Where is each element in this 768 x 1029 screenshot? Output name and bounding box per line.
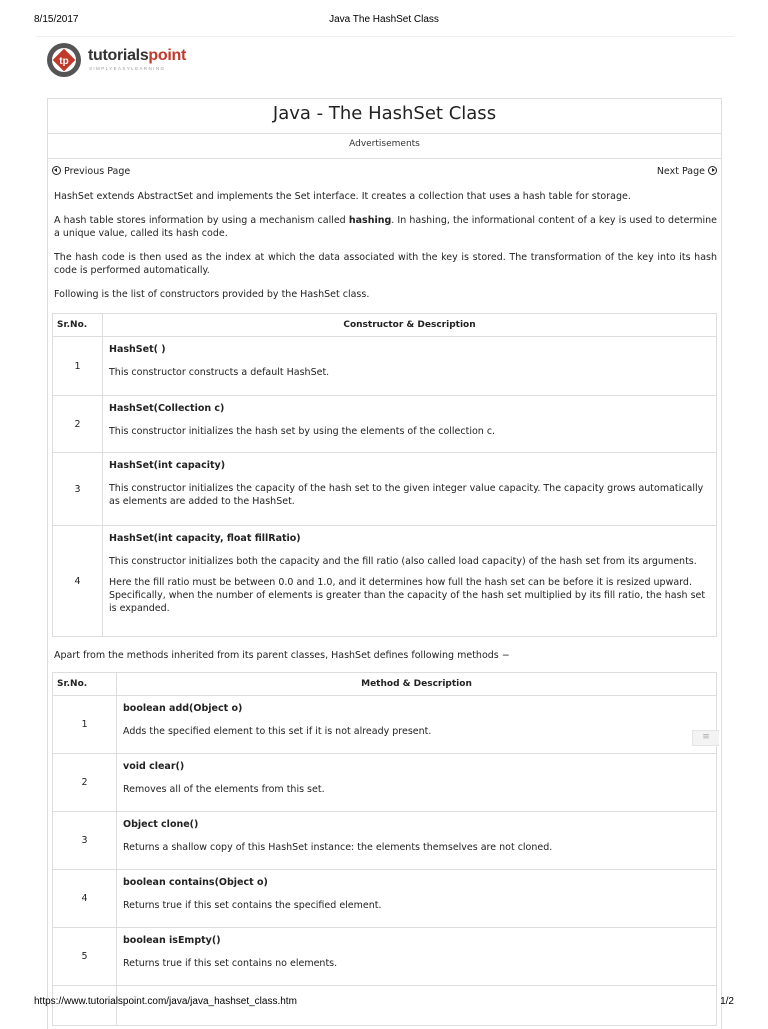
methods-col-sr: Sr.No. xyxy=(53,673,117,696)
intro-paragraph: HashSet extends AbstractSet and implements the Set interface. It creates a collection that uses a hash table for storage. xyxy=(54,191,631,202)
method-desc: Returns true if this set contains no elements. xyxy=(123,958,338,969)
row-number: 3 xyxy=(53,812,117,870)
row-number: 4 xyxy=(53,870,117,928)
method-name: boolean isEmpty() xyxy=(123,935,221,946)
constructor-desc: This constructor initializes both the capacity and the fill ratio (also called load capacity) of the hash set from its arguments. xyxy=(109,556,697,567)
print-title: Java The HashSet Class xyxy=(329,14,439,25)
table-row xyxy=(53,453,717,526)
hashing-text-c: . In hashing, the informational content of a key is used to determine a unique value, called its hash code. xyxy=(54,215,717,239)
page-title: Java - The HashSet Class xyxy=(48,99,721,134)
methods-table xyxy=(52,672,717,1026)
constructor-desc: This constructor constructs a default HashSet. xyxy=(109,367,330,378)
svg-text:tp: tp xyxy=(59,56,69,67)
method-desc: Removes all of the elements from this set. xyxy=(123,784,325,795)
next-page-link[interactable] xyxy=(657,165,717,177)
logo-tagline: SIMPLYEASYLEARNING xyxy=(89,66,166,71)
table-row xyxy=(53,337,717,396)
hashing-term: hashing xyxy=(348,215,392,226)
method-name: Object clone() xyxy=(123,819,199,830)
page-number: 1/2 xyxy=(720,996,734,1007)
table-row xyxy=(53,870,717,928)
row-description xyxy=(117,870,717,928)
method-desc: Returns true if this set contains the specified element. xyxy=(123,900,382,911)
logo-wordmark xyxy=(88,47,186,65)
arrow-left-circle-icon xyxy=(52,166,61,175)
constructors-table xyxy=(52,313,717,637)
constructor-desc: This constructor initializes the capacity of the hash set to the given integer value capacity. The capacity grows automatically as elements are added to the HashSet. xyxy=(109,483,704,507)
method-name: boolean add(Object o) xyxy=(123,703,243,714)
method-name: void clear() xyxy=(123,761,185,772)
method-desc: Returns a shallow copy of this HashSet instance: the elements themselves are not cloned. xyxy=(123,842,553,853)
constructor-desc: Here the fill ratio must be between 0.0 and 1.0, and it determines how full the hash set can be before it is resized upward. Specifically, when the number of elements is greater than the capacity of the hash set multiplied by its fill ratio, the hash set is expanded. xyxy=(109,577,706,614)
constructor-name: HashSet(Collection c) xyxy=(109,403,225,414)
print-footer xyxy=(34,996,734,1010)
next-page-label: Next Page xyxy=(656,166,705,177)
logo-prefix: tutorials xyxy=(88,47,149,64)
ads-label: Advertisements xyxy=(48,134,721,159)
previous-page-link[interactable] xyxy=(52,165,130,177)
constructors-intro: Following is the list of constructors provided by the HashSet class. xyxy=(54,289,370,300)
method-name: boolean contains(Object o) xyxy=(123,877,268,888)
constructor-name: HashSet( ) xyxy=(109,344,166,355)
row-number: 3 xyxy=(53,453,103,526)
list-menu-icon[interactable]: ≡ xyxy=(692,730,719,746)
site-header xyxy=(36,36,734,83)
pager-top xyxy=(48,159,721,183)
article-container xyxy=(47,98,722,1029)
row-description xyxy=(103,337,717,396)
table-row xyxy=(53,754,717,812)
previous-page-label: Previous Page xyxy=(64,166,131,177)
print-header xyxy=(34,14,734,28)
row-number: 4 xyxy=(53,526,103,637)
row-description xyxy=(117,696,717,754)
row-description xyxy=(103,526,717,637)
logo-suffix: point xyxy=(148,47,187,64)
arrow-right-circle-icon xyxy=(708,166,717,175)
constructor-name: HashSet(int capacity) xyxy=(109,460,226,471)
row-description xyxy=(117,754,717,812)
hash-code-paragraph: The hash code is then used as the index at which the data associated with the key is stored. The transformation of the key into its hash code is performed automatically. xyxy=(54,252,717,276)
hashing-text-a: A hash table stores information by using a mechanism called xyxy=(54,215,349,226)
row-number: 1 xyxy=(53,337,103,396)
row-description xyxy=(103,396,717,453)
row-number: 2 xyxy=(53,754,117,812)
constructors-col-sr: Sr.No. xyxy=(53,314,103,337)
print-date: 8/15/2017 xyxy=(34,14,79,25)
constructors-col-desc: Constructor & Description xyxy=(103,314,717,337)
page-url: https://www.tutorialspoint.com/java/java_hashset_class.htm xyxy=(34,996,297,1007)
table-row xyxy=(53,396,717,453)
table-row xyxy=(53,812,717,870)
table-row xyxy=(53,696,717,754)
row-number: 1 xyxy=(53,696,117,754)
row-number: 5 xyxy=(53,928,117,986)
constructor-desc: This constructor initializes the hash set by using the elements of the collection c. xyxy=(109,426,496,437)
hashing-paragraph xyxy=(54,214,717,240)
methods-intro: Apart from the methods inherited from its parent classes, HashSet defines following methods − xyxy=(54,650,510,661)
constructor-name: HashSet(int capacity, float fillRatio) xyxy=(109,533,301,544)
table-row xyxy=(53,526,717,637)
row-description xyxy=(103,453,717,526)
row-number: 2 xyxy=(53,396,103,453)
site-logo[interactable] xyxy=(44,37,244,83)
table-row xyxy=(53,928,717,986)
logo-mark-icon xyxy=(44,38,88,82)
row-description xyxy=(117,928,717,986)
row-description xyxy=(117,812,717,870)
method-desc: Adds the specified element to this set if it is not already present. xyxy=(123,726,432,737)
methods-col-desc: Method & Description xyxy=(117,673,717,696)
